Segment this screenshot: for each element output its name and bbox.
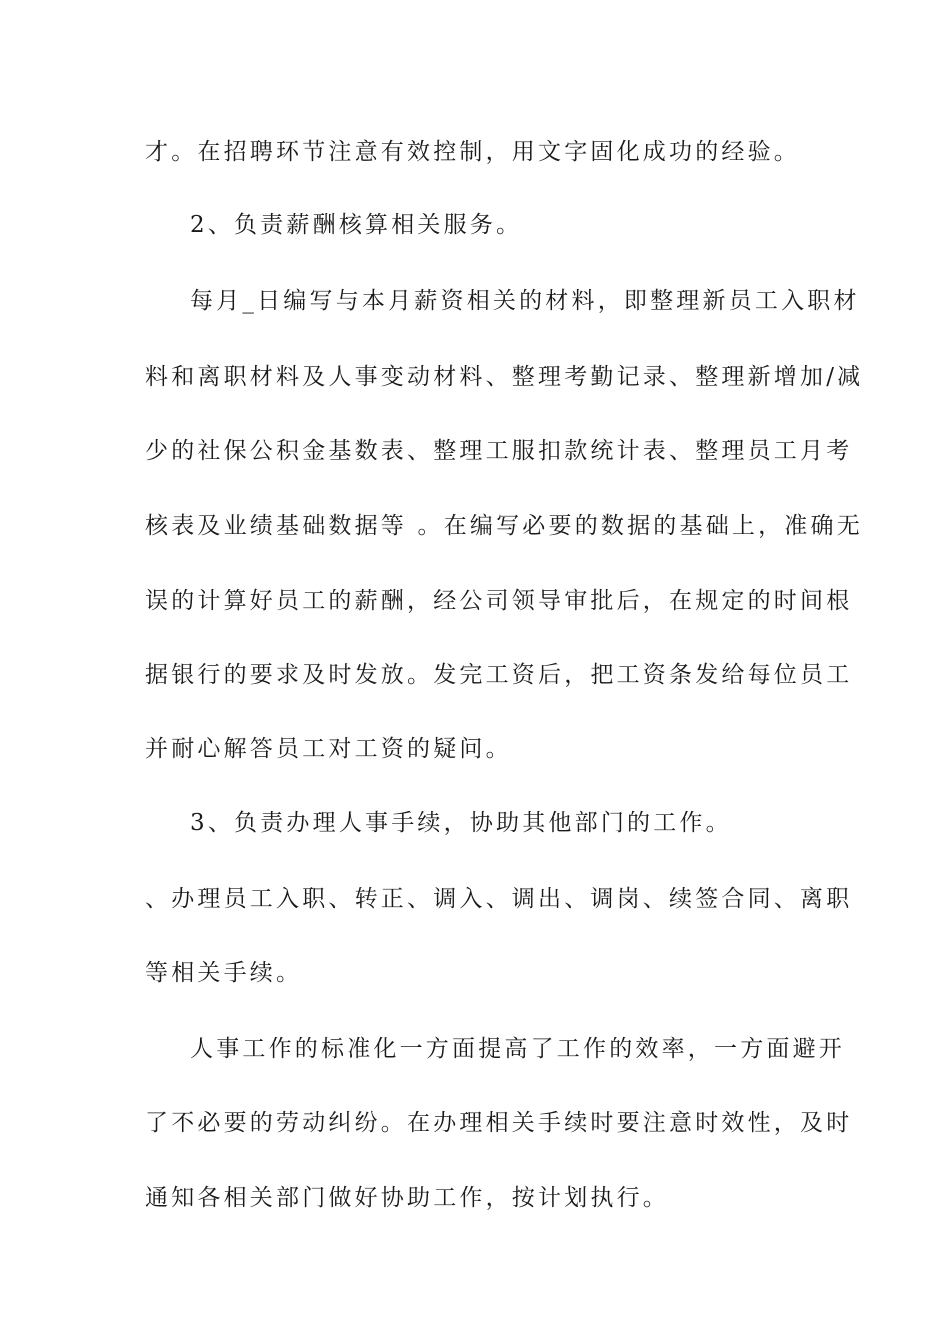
text-line: 才。在招聘环节注意有效控制，用文字固化成功的经验。 xyxy=(145,139,800,165)
section-heading: 2、负责薪酬核算相关服务。 xyxy=(190,212,523,238)
text-line: 等相关手续。 xyxy=(145,960,303,986)
text-line: 人事工作的标准化一方面提高了工作的效率，一方面避开 xyxy=(190,1036,845,1062)
section-heading: 3、负责办理人事手续，协助其他部门的工作。 xyxy=(190,810,732,836)
text-line: 并耐心解答员工对工资的疑问。 xyxy=(145,736,512,762)
text-line: 料和离职材料及人事变动材料、整理考勤记录、整理新增加/减 xyxy=(145,364,864,390)
text-line: 通知各相关部门做好协助工作，按计划执行。 xyxy=(145,1185,669,1211)
text-line: 少的社保公积金基数表、整理工服扣款统计表、整理员工月考 xyxy=(145,438,853,464)
text-line: 了不必要的劳动纠纷。在办理相关手续时要注意时效性，及时 xyxy=(145,1110,853,1136)
text-line: 核表及业绩基础数据等 。在编写必要的数据的基础上，准确无 xyxy=(145,513,863,539)
text-line: 误的计算好员工的薪酬，经公司领导审批后，在规定的时间根 xyxy=(145,588,853,614)
text-line: 每月_日编写与本月薪资相关的材料，即整理新员工入职材 xyxy=(190,288,860,314)
text-line: 、办理员工入职、转正、调入、调出、调岗、续签合同、离职 xyxy=(145,886,853,912)
text-line: 据银行的要求及时发放。发完工资后，把工资条发给每位员工 xyxy=(145,662,853,688)
